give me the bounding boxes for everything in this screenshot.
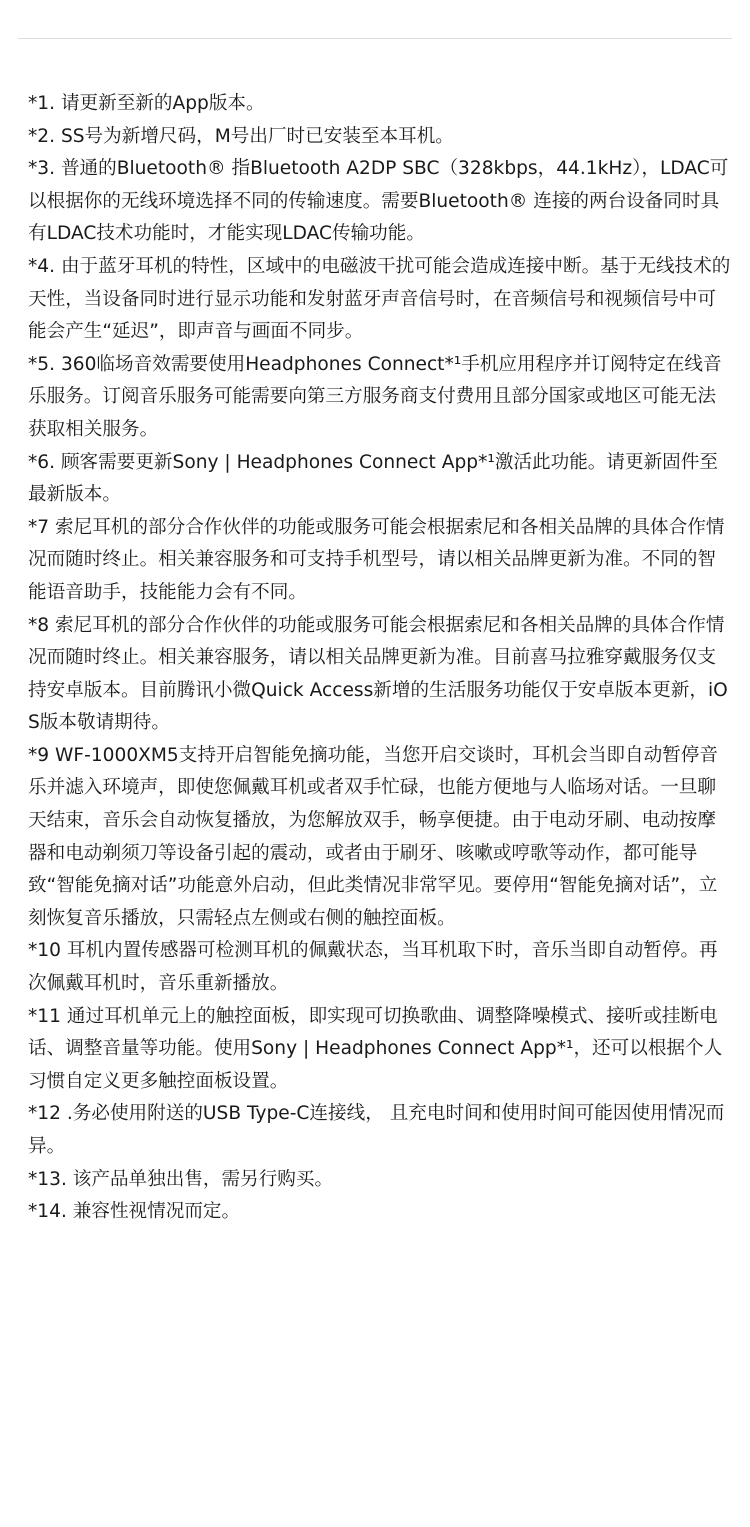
footnote-6: *6. 顾客需要更新Sony | Headphones Connect App*¹激活此功能。请更新固件至最新版本。 (28, 451, 718, 506)
footnote-13: *13. 该产品单独出售，需另行购买。 (28, 1168, 334, 1190)
footnote-3: *3. 普通的Bluetooth® 指Bluetooth A2DP SBC（328kbps，44.1kHz），LDAC可以根据你的无线环境选择不同的传输速度。需要Bluetooth® 连接的两台设备同时具有LDAC技术功能时，才能实现LDAC传输功能。 (28, 158, 729, 245)
top-divider (18, 38, 732, 39)
footnote-8: *8 索尼耳机的部分合作伙伴的功能或服务可能会根据索尼和各相关品牌的具体合作情况而随时终止。相关兼容服务，请以相关品牌更新为准。目前喜马拉雅穿戴服务仅支持安卓版本。目前腾讯小微Quick Access新增的生活服务功能仅于安卓版本更新，iOS版本敬请期待。 (28, 614, 728, 734)
footnote-11: *11 通过耳机单元上的触控面板，即实现可切换歌曲、调整降噪模式、接听或挂断电话、调整音量等功能。使用Sony | Headphones Connect App*¹，还可以根据个人习惯自定义更多触控面板设置。 (28, 1005, 723, 1092)
footnote-12: *12 .务必使用附送的USB Type-C连接线， 且充电时间和使用时间可能因使用情况而异。 (28, 1103, 725, 1157)
footnote-2: *2. SS号为新增尺码，M号出厂时已安装至本耳机。 (28, 125, 454, 147)
footnote-list (28, 88, 734, 1229)
footnote-5: *5. 360临场音效需要使用Headphones Connect*¹手机应用程序并订阅特定在线音乐服务。订阅音乐服务可能需要向第三方服务商支付费用且部分国家或地区可能无法获取相关服务。 (28, 353, 722, 440)
footnote-4: *4. 由于蓝牙耳机的特性，区域中的电磁波干扰可能会造成连接中断。基于无线技术的天性，当设备同时进行显示功能和发射蓝牙声音信号时，在音频信号和视频信号中可能会产生“延迟”，即声音与画面不同步。 (28, 255, 731, 343)
footnote-7: *7 索尼耳机的部分合作伙伴的功能或服务可能会根据索尼和各相关品牌的具体合作情况而随时终止。相关兼容服务和可支持手机型号，请以相关品牌更新为准。不同的智能语音助手，技能能力会有不同。 (28, 516, 725, 603)
footnote-10: *10 耳机内置传感器可检测耳机的佩戴状态，当耳机取下时，音乐当即自动暂停。再次佩戴耳机时，音乐重新播放。 (28, 940, 718, 995)
footnote-9: *9 WF-1000XM5支持开启智能免摘功能，当您开启交谈时，耳机会当即自动暂停音乐并滤入环境声，即使您佩戴耳机或者双手忙碌，也能方便地与人临场对话。一旦聊天结束，音乐会自动恢复播放，为您解放双手，畅享便捷。由于电动牙刷、电动按摩器和电动剃须刀等设备引起的震动，或者由于刷牙、咳嗽或哼歌等动作，都可能导致“智能免摘对话”功能意外启动，但此类情况非常罕见。要停用“智能免摘对话”，立刻恢复音乐播放，只需轻点左侧或右侧的触控面板。 (28, 744, 718, 929)
footnote-1: *1. 请更新至新的App版本。 (28, 93, 265, 114)
footnote-14: *14. 兼容性视情况而定。 (28, 1201, 241, 1223)
